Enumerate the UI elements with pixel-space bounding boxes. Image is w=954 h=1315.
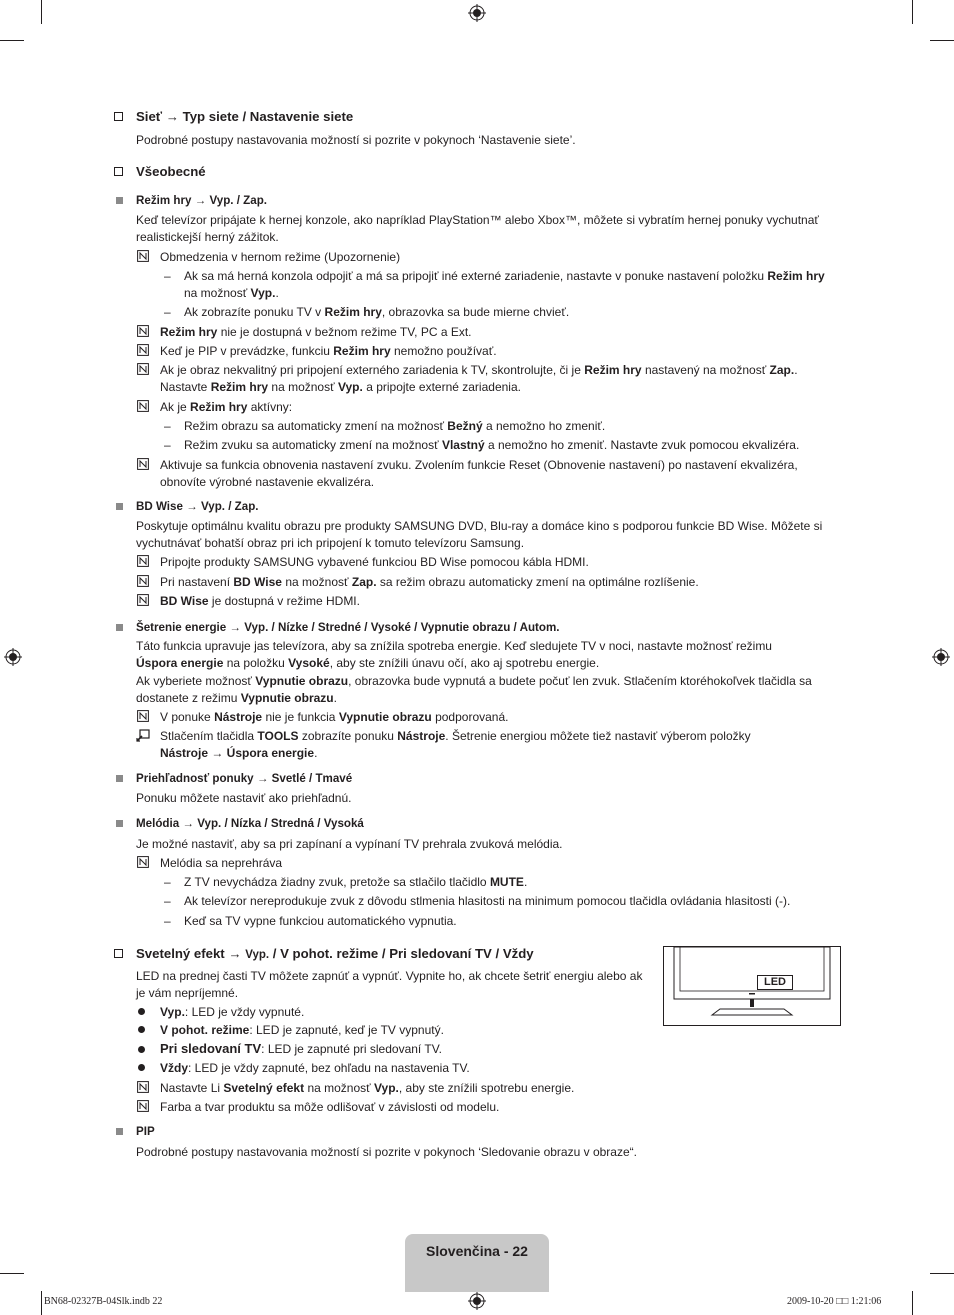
note-text: Ak je obraz nekvalitný pri pripojení externého zariadenia k TV, skontrolujte, či je Režim hry nastavený na možnosť Zap.. [160, 363, 798, 377]
paragraph: Podrobné postupy nastavovania možností si pozrite v pokynoch ‘Sledovanie obrazu v obraze“. [136, 1145, 637, 1159]
paragraph: Táto funkcia upravuje jas televízora, aby sa znížila spotreba energie. Keď sledujete TV v noci, nastavte možnosť režimu [136, 639, 772, 653]
registration-mark-icon [932, 648, 950, 666]
footer-timestamp: 2009-10-20 □□ 1:21:06 [787, 1296, 882, 1307]
item-title: PIP [136, 1125, 155, 1138]
note-icon [137, 325, 149, 337]
note-text: V ponuke Nástroje nie je funkcia Vypnutie obrazu podporovaná. [160, 710, 509, 724]
list-item: Keď sa TV vypne funkciou automatického vypnutia. [184, 914, 457, 928]
note-text: Nastavte Režim hry na možnosť Vyp. a pripojte externé zariadenia. [160, 380, 521, 394]
list-item: Vždy: LED je vždy zapnuté, bez ohľadu na nastavenia TV. [160, 1061, 470, 1075]
list-item: Režim obrazu sa automaticky zmení na možnosť Bežný a nemožno ho zmeniť. [184, 419, 606, 433]
paragraph: Ak vyberiete možnosť Vypnutie obrazu, obrazovka bude vypnutá a budete počuť len zvuk. Stlačením ktoréhokoľvek tlačidla sa [136, 674, 812, 688]
note-text: obnovíte výrobné nastavenie ekvalizéra. [160, 475, 375, 489]
list-item: Pri sledovaní TV: LED je zapnuté pri sledovaní TV. [160, 1041, 442, 1056]
paragraph: vychutnávať bohatší obraz pri ich pripojení k tomuto televízoru Samsung. [136, 536, 525, 550]
note-text: BD Wise je dostupná v režime HDMI. [160, 594, 360, 608]
checkbox-bullet-icon [114, 112, 123, 121]
crop-mark [41, 0, 42, 24]
dash-bullet: – [164, 419, 171, 433]
square-bullet-icon [116, 775, 123, 782]
dash-bullet: – [164, 305, 171, 319]
dash-bullet: – [164, 914, 171, 928]
dash-bullet: – [164, 438, 171, 452]
checkbox-bullet-icon [114, 167, 123, 176]
paragraph: Ponuku môžete nastaviť ako priehľadnú. [136, 791, 352, 805]
paragraph: je vám nepríjemné. [136, 986, 239, 1000]
paragraph: dostanete z režimu Vypnutie obrazu. [136, 691, 337, 705]
list-item: Ak sa má herná konzola odpojiť a má sa pripojiť iné externé zariadenie, nastavte v ponuke nastavení položku Režim hry [184, 269, 825, 283]
round-bullet-icon [138, 1026, 145, 1033]
dash-bullet: – [164, 269, 171, 283]
paragraph: Keď televízor pripájate k hernej konzole, ako napríklad PlayStation™ alebo Xbox™, môžete si vybratím hernej ponuky vychutnať [136, 213, 819, 227]
item-title: Režim hry → Vyp. / Zap. [136, 194, 267, 207]
list-item: na možnosť Vyp.. [184, 286, 279, 300]
crop-mark [41, 1291, 42, 1315]
tip-text: Nástroje → Úspora energie. [160, 746, 318, 760]
tv-led-illustration [663, 946, 841, 1026]
note-icon [137, 856, 149, 868]
note-text: Farba a tvar produktu sa môže odlišovať v závislosti od modelu. [160, 1100, 500, 1114]
item-title: BD Wise → Vyp. / Zap. [136, 500, 259, 513]
paragraph: Je možné nastaviť, aby sa pri zapínaní a vypínaní TV prehrala zvuková melódia. [136, 837, 563, 851]
item-title: Melódia → Vyp. / Nízka / Stredná / Vysoká [136, 817, 364, 830]
note-text: Pripojte produkty SAMSUNG vybavené funkciou BD Wise pomocou kábla HDMI. [160, 555, 589, 569]
registration-mark-icon [468, 1292, 486, 1310]
note-text: Pri nastavení BD Wise na možnosť Zap. sa režim obrazu automaticky zmení na optimálne rozlíšenie. [160, 575, 699, 589]
note-text: Keď je PIP v prevádzke, funkciu Režim hry nemožno používať. [160, 344, 497, 358]
item-title: Priehľadnosť ponuky → Svetlé / Tmavé [136, 772, 353, 785]
paragraph: Podrobné postupy nastavovania možností si pozrite v pokynoch ‘Nastavenie siete’. [136, 133, 576, 147]
list-item: Režim zvuku sa automaticky zmení na možnosť Vlastný a nemožno ho zmeniť. Nastavte zvuk pomocou ekvalizéra. [184, 438, 800, 452]
led-label: LED [757, 975, 793, 990]
note-icon [137, 710, 149, 722]
square-bullet-icon [116, 503, 123, 510]
registration-mark-icon [4, 648, 22, 666]
round-bullet-icon [138, 1008, 145, 1015]
note-text: Aktivuje sa funkcia obnovenia nastavení zvuku. Zvolením funkcie Reset (Obnovenie nastavení) po nastavení ekvalizéra, [160, 458, 798, 472]
list-item: Vyp.: LED je vždy vypnuté. [160, 1005, 305, 1019]
list-item: Z TV nevychádza žiadny zvuk, pretože sa stlačilo tlačidlo MUTE. [184, 875, 528, 889]
round-bullet-icon [138, 1046, 145, 1053]
paragraph: Poskytuje optimálnu kvalitu obrazu pre produkty SAMSUNG DVD, Blu-ray a domáce kino s podporou funkcie BD Wise. Môžete si [136, 519, 823, 533]
round-bullet-icon [138, 1064, 145, 1071]
square-bullet-icon [116, 197, 123, 204]
note-icon [137, 344, 149, 356]
paragraph: LED na prednej časti TV môžete zapnúť a vypnúť. Vypnite ho, ak chcete šetriť energiu alebo ak [136, 969, 643, 983]
tools-icon [136, 729, 150, 742]
note-icon [137, 594, 149, 606]
crop-mark [0, 40, 24, 41]
list-item: V pohot. režime: LED je zapnuté, keď je TV vypnutý. [160, 1023, 444, 1037]
note-icon [137, 458, 149, 470]
crop-mark [930, 40, 954, 41]
note-text: Melódia sa neprehráva [160, 856, 283, 870]
note-text: Režim hry nie je dostupná v bežnom režime TV, PC a Ext. [160, 325, 472, 339]
section-heading: Svetelný efekt → Vyp. / V pohot. režime / Pri sledovaní TV / Vždy [136, 946, 534, 961]
tv-front-icon [664, 947, 840, 1025]
note-text: Nastavte Li Svetelný efekt na možnosť Vyp., aby ste znížili spotrebu energie. [160, 1081, 575, 1095]
dash-bullet: – [164, 894, 171, 908]
item-title: Šetrenie energie → Vyp. / Nízke / Stredné / Vysoké / Vypnutie obrazu / Autom. [136, 621, 560, 634]
registration-mark-icon [468, 4, 486, 22]
crop-mark [912, 1291, 913, 1315]
tip-text: Stlačením tlačidla TOOLS zobrazíte ponuku Nástroje. Šetrenie energiou môžete tiež nastaviť výberom položky [160, 729, 751, 743]
section-heading: Sieť → Typ siete / Nastavenie siete [136, 109, 354, 124]
note-icon [137, 250, 149, 262]
checkbox-bullet-icon [114, 949, 123, 958]
square-bullet-icon [116, 820, 123, 827]
list-item: Ak televízor nereprodukuje zvuk z dôvodu stlmenia hlasitosti na minimum pomocou tlačidla ovládania hlasitosti (-). [184, 894, 791, 908]
note-text: Obmedzenia v hernom režime (Upozornenie) [160, 250, 401, 264]
page-number: Slovenčina - 22 [426, 1243, 528, 1259]
crop-mark [0, 1273, 24, 1274]
note-text: Ak je Režim hry aktívny: [160, 400, 293, 414]
section-heading: Všeobecné [136, 164, 206, 179]
note-icon [137, 1100, 149, 1112]
page-number-tab [405, 1234, 549, 1292]
list-item: Ak zobrazíte ponuku TV v Režim hry, obrazovka sa bude mierne chvieť. [184, 305, 570, 319]
square-bullet-icon [116, 624, 123, 631]
paragraph: realistickejší herný zážitok. [136, 230, 279, 244]
crop-mark [912, 0, 913, 24]
note-icon [137, 363, 149, 375]
crop-mark [930, 1273, 954, 1274]
note-icon [137, 555, 149, 567]
dash-bullet: – [164, 875, 171, 889]
footer-file-name: BN68-02327B-04Slk.indb 22 [44, 1296, 163, 1307]
note-icon [137, 575, 149, 587]
paragraph: Úspora energie na položku Vysoké, aby ste znížili únavu očí, ako aj spotrebu energie. [136, 656, 600, 670]
note-icon [137, 400, 149, 412]
note-icon [137, 1081, 149, 1093]
square-bullet-icon [116, 1128, 123, 1135]
